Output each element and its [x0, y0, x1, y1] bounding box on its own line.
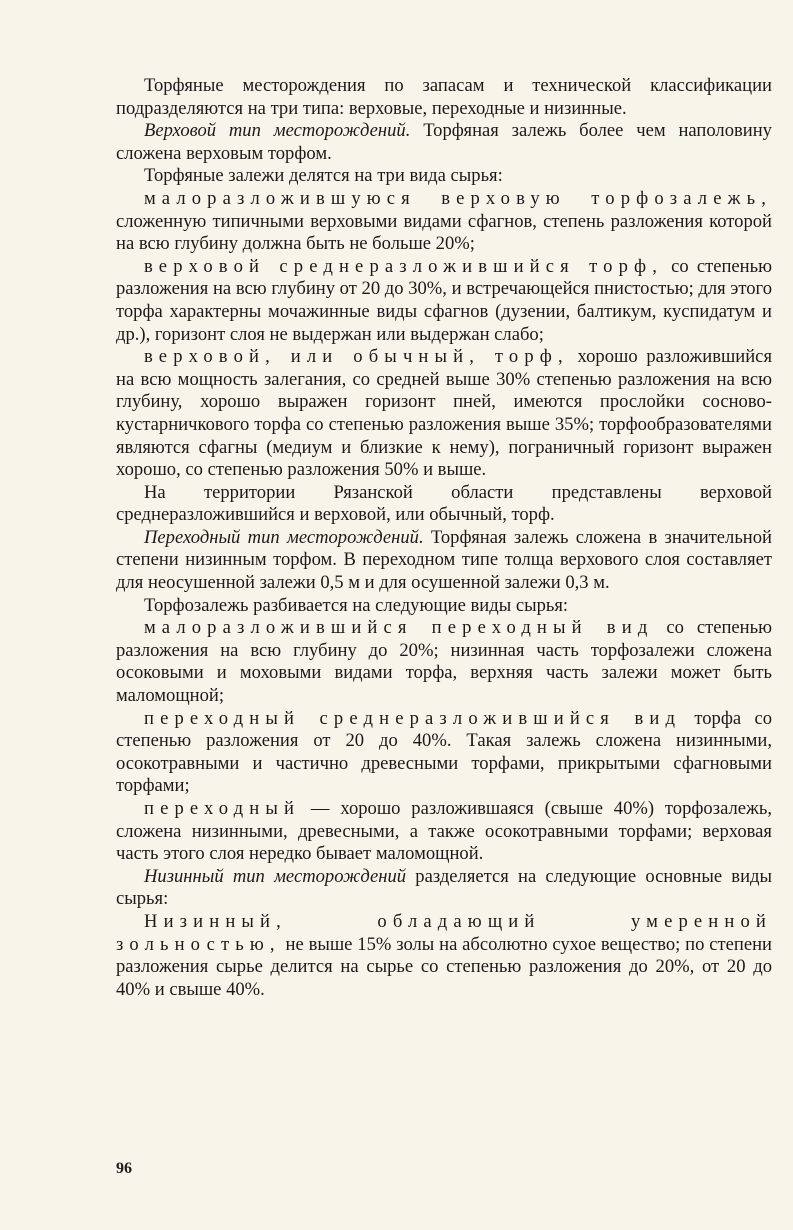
paragraph-lowland-type-1 [116, 911, 772, 1001]
paragraph-text: разделяется на следующие основные виды сырья: [116, 865, 772, 910]
section-heading-transitional: Переходный тип месторождений. [144, 526, 424, 548]
paragraph-raised-type-1 [116, 188, 772, 256]
section-heading-raised: Верховой тип месторождений. [144, 120, 411, 142]
term-spaced: Низинный, обладающий умеренной зольностью, [116, 910, 772, 955]
paragraph-text: Торфяные залежи делятся на три вида сырья: [144, 165, 503, 187]
paragraph-text: Торфозалежь разбивается на следующие виды сырья: [144, 594, 569, 616]
paragraph-transitional-type-2 [116, 708, 772, 798]
paragraph-text: Торфяная залежь сложена в значительной степени низинным торфом. В переходном типе толща верхового слоя составляет для неосушенной залежи 0,5 м и для осушенной залежи 0,3 м. [116, 526, 772, 594]
paragraph-raised-bog [116, 120, 772, 165]
paragraph-text: — хорошо разложившаяся (свыше 40%) торфозалежь, сложена низинными, древесными, а также осокотравными торфами; верховая часть этого слоя нередко бывает маломощной. [116, 798, 772, 865]
paragraph-text: На территории Рязанской области представлены верховой среднеразложившийся и верховой, или обычный, торф. [116, 481, 772, 526]
page-body [116, 75, 772, 1001]
paragraph-text: Торфяная залежь более чем наполовину сложена верховым торфом. [116, 120, 772, 164]
paragraph-text: торфа со степенью разложения от 20 до 40%. Такая залежь сложена низинными, осокотравными и частично древесными торфами, прикрытыми сфагновыми торфами; [116, 707, 772, 797]
paragraph-text: со степенью разложения на всю глубину от 20 до 30%, и встречающейся пнистостью; для этого торфа характерны мочажинные виды сфагнов (дузении, балтикум, куспидатум и др.), горизонт слоя не выдержан или выдержан слабо; [116, 255, 772, 345]
paragraph-transitional-type-1 [116, 617, 772, 707]
term-spaced: верховой среднеразложившийся торф, [144, 255, 663, 277]
paragraph-text: не выше 15% золы на абсолютно сухое вещество; по степени разложения сырье делится на сырье со степенью разложения до 20%, от 20 до 40% и свыше 40%. [116, 933, 772, 1000]
paragraph-raised-types [116, 165, 772, 188]
term-spaced: малоразложившийся переходный вид [144, 617, 654, 639]
term-spaced: переходный среднеразложившийся вид [144, 707, 682, 729]
paragraph-ryazan [116, 482, 772, 527]
paragraph-text: Торфяные месторождения по запасам и технической классификации подразделяются на три типа: верховые, переходные и низинные. [116, 75, 772, 119]
page-number: 96 [116, 1160, 132, 1177]
paragraph-transitional-types [116, 595, 772, 618]
paragraph-text: со степенью разложения на всю глубину до 20%; низинная часть торфозалежи сложена осоковыми и моховыми видами торфа, верхняя часть залежи может быть маломощной; [116, 617, 772, 707]
paragraph-text: хорошо разложившийся на всю мощность залегания, со средней выше 30% степенью разложения на всю глубину, хорошо выражен горизонт пней, имеются прослойки сосново-кустарничкового торфа со степенью разложения выше 35%; торфообразователями являются сфагны (медиум и близкие к нему), пограничный горизонт выражен хорошо, со степенью разложения 50% и выше. [116, 346, 772, 481]
term-spaced: переходный [144, 798, 301, 819]
term-spaced: верховой, или обычный, торф, [144, 346, 569, 368]
term-spaced: малоразложившуюся верховую торфозалежь, [144, 187, 772, 209]
paragraph-transitional-type-3 [116, 798, 772, 866]
section-heading-lowland: Низинный тип месторождений [144, 865, 407, 887]
paragraph-raised-type-2 [116, 256, 772, 346]
paragraph-text: сложенную типичными верховыми видами сфагнов, степень разложения которой на всю глубину должна быть не больше 20%; [116, 210, 772, 255]
paragraph-raised-type-3 [116, 346, 772, 482]
paragraph-transitional [116, 527, 772, 595]
paragraph-intro [116, 75, 772, 120]
paragraph-lowland [116, 866, 772, 911]
